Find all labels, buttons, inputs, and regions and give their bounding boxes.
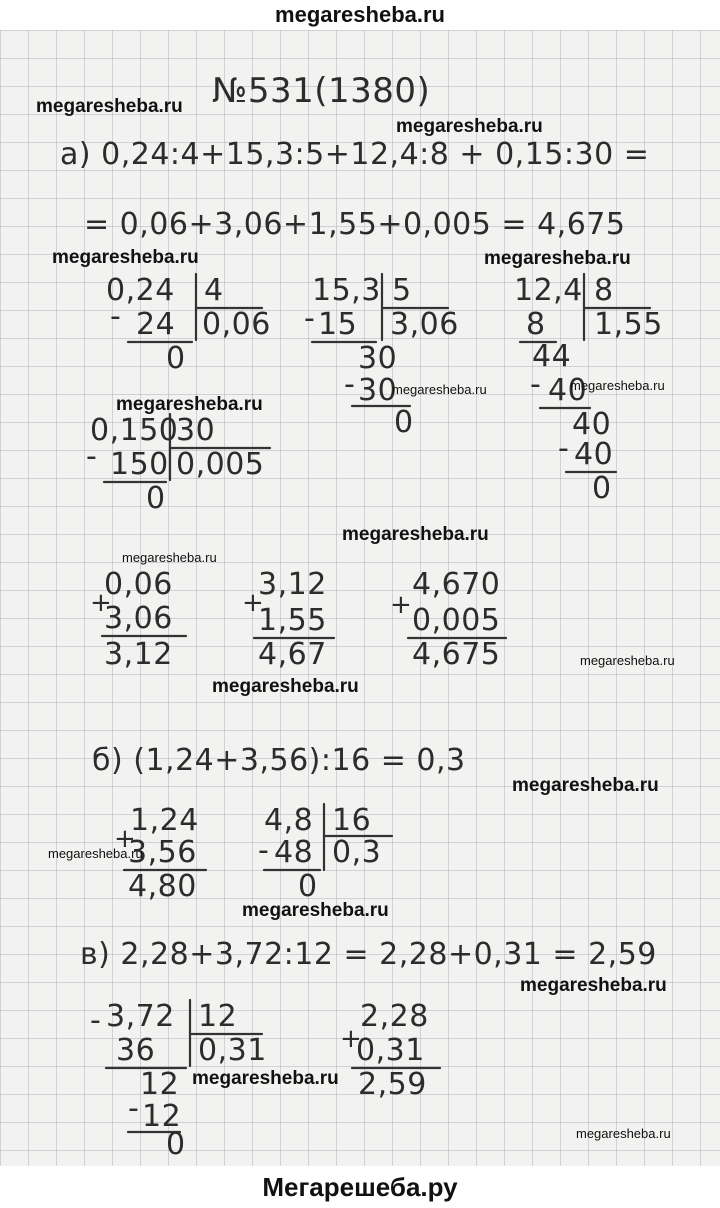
notebook-page xyxy=(0,30,720,1166)
watermark: megaresheba.ru xyxy=(342,524,489,545)
div4-dividend: 0,150 xyxy=(90,413,179,448)
add1-a: 0,06 xyxy=(104,567,173,602)
div4-rest: 0 xyxy=(146,481,166,516)
b-div-sub: 48 xyxy=(274,835,314,870)
b-add-a: 1,24 xyxy=(130,803,199,838)
b-div-quotient: 0,3 xyxy=(332,835,382,870)
div3-s3: 40 xyxy=(574,437,614,472)
div3-rest: 0 xyxy=(592,471,612,506)
div3-minus2: - xyxy=(530,367,542,402)
add3-b: 0,005 xyxy=(412,603,501,638)
div2-minus: - xyxy=(304,301,316,336)
watermark: megaresheba.ru xyxy=(212,676,359,697)
add1-sum: 3,12 xyxy=(104,637,173,672)
b-add-b: 3,56 xyxy=(128,835,197,870)
add2-a: 3,12 xyxy=(258,567,327,602)
watermark: megaresheba.ru xyxy=(122,550,217,565)
div1-divisor: 4 xyxy=(204,273,224,308)
div1-sub: 24 xyxy=(136,307,176,342)
div2-divisor: 5 xyxy=(392,273,412,308)
div4-sub: 150 xyxy=(110,447,169,482)
v-add-sum: 2,59 xyxy=(358,1067,427,1102)
div2-quotient: 3,06 xyxy=(390,307,459,342)
v-div-quotient: 0,31 xyxy=(198,1033,267,1068)
div1-minus: - xyxy=(110,299,122,334)
div3-minus3: - xyxy=(558,431,570,466)
site-title-bottom: Мегарешеба.ру xyxy=(0,1166,720,1208)
v-add-b: 0,31 xyxy=(356,1033,425,1068)
div2-mid: 30 xyxy=(358,341,398,376)
v-div-s2: 12 xyxy=(142,1099,182,1134)
v-div-dividend: 3,72 xyxy=(106,999,175,1034)
div3-divisor: 8 xyxy=(594,273,614,308)
div2-minus2: - xyxy=(344,367,356,402)
div2-sub2: 30 xyxy=(358,373,398,408)
watermark: megaresheba.ru xyxy=(242,900,389,921)
b-div-minus: - xyxy=(258,833,270,868)
div3-r1: 44 xyxy=(532,339,572,374)
v-div-minus2: - xyxy=(128,1091,140,1126)
div1-dividend: 0,24 xyxy=(106,273,175,308)
div3-quotient: 1,55 xyxy=(594,307,663,342)
add1-plus: + xyxy=(90,588,113,618)
v-div-r1: 12 xyxy=(140,1067,180,1102)
v-div-minus: - xyxy=(90,1003,102,1038)
watermark: megaresheba.ru xyxy=(484,248,631,269)
watermark: megaresheba.ru xyxy=(396,116,543,137)
watermark: megaresheba.ru xyxy=(116,394,263,415)
v-add-a: 2,28 xyxy=(360,999,429,1034)
b-div-divisor: 16 xyxy=(332,803,372,838)
b-div-rest: 0 xyxy=(298,869,318,904)
watermark: megaresheba.ru xyxy=(570,378,665,393)
add2-b: 1,55 xyxy=(258,603,327,638)
add1-b: 3,06 xyxy=(104,601,173,636)
div4-quotient: 0,005 xyxy=(176,447,265,482)
div3-sub1: 8 xyxy=(526,307,546,342)
add3-sum: 4,675 xyxy=(412,637,501,672)
b-add-sum: 4,80 xyxy=(128,869,197,904)
part-a-result: = 0,06+3,06+1,55+0,005 = 4,675 xyxy=(84,207,626,242)
b-div-dividend: 4,8 xyxy=(264,803,314,838)
watermark: megaresheba.ru xyxy=(392,382,487,397)
add2-plus: + xyxy=(242,588,265,618)
div3-s2: 40 xyxy=(548,373,588,408)
div1-quotient: 0,06 xyxy=(202,307,271,342)
div2-rest: 0 xyxy=(394,405,414,440)
watermark: megaresheba.ru xyxy=(48,846,143,861)
site-title-top: megaresheba.ru xyxy=(0,0,720,30)
div3-r2: 40 xyxy=(572,407,612,442)
v-div-sub1: 36 xyxy=(116,1033,156,1068)
problem-number: №531(1380) xyxy=(212,71,431,111)
part-a-expression: а) 0,24:4+15,3:5+12,4:8 + 0,15:30 = xyxy=(60,137,650,172)
add3-a: 4,670 xyxy=(412,567,501,602)
v-div-divisor: 12 xyxy=(198,999,238,1034)
div2-sub1: 15 xyxy=(318,307,358,342)
v-div-rest: 0 xyxy=(166,1127,186,1162)
watermark: megaresheba.ru xyxy=(192,1068,339,1089)
div3-dividend: 12,4 xyxy=(514,273,583,308)
part-v-expression: в) 2,28+3,72:12 = 2,28+0,31 = 2,59 xyxy=(80,937,657,972)
watermark: megaresheba.ru xyxy=(520,975,667,996)
watermark: megaresheba.ru xyxy=(580,653,675,668)
v-add-plus: + xyxy=(340,1024,363,1054)
add3-plus: + xyxy=(390,590,413,620)
watermark: megaresheba.ru xyxy=(576,1126,671,1141)
part-b-expression: б) (1,24+3,56):16 = 0,3 xyxy=(92,743,466,778)
b-add-plus: + xyxy=(114,824,137,854)
watermark: megaresheba.ru xyxy=(52,247,199,268)
add2-sum: 4,67 xyxy=(258,637,327,672)
div1-rest: 0 xyxy=(166,341,186,376)
div2-dividend: 15,3 xyxy=(312,273,381,308)
watermark: megaresheba.ru xyxy=(512,775,659,796)
div4-minus: - xyxy=(86,439,98,474)
watermark: megaresheba.ru xyxy=(36,96,183,117)
div4-divisor: 30 xyxy=(176,413,216,448)
